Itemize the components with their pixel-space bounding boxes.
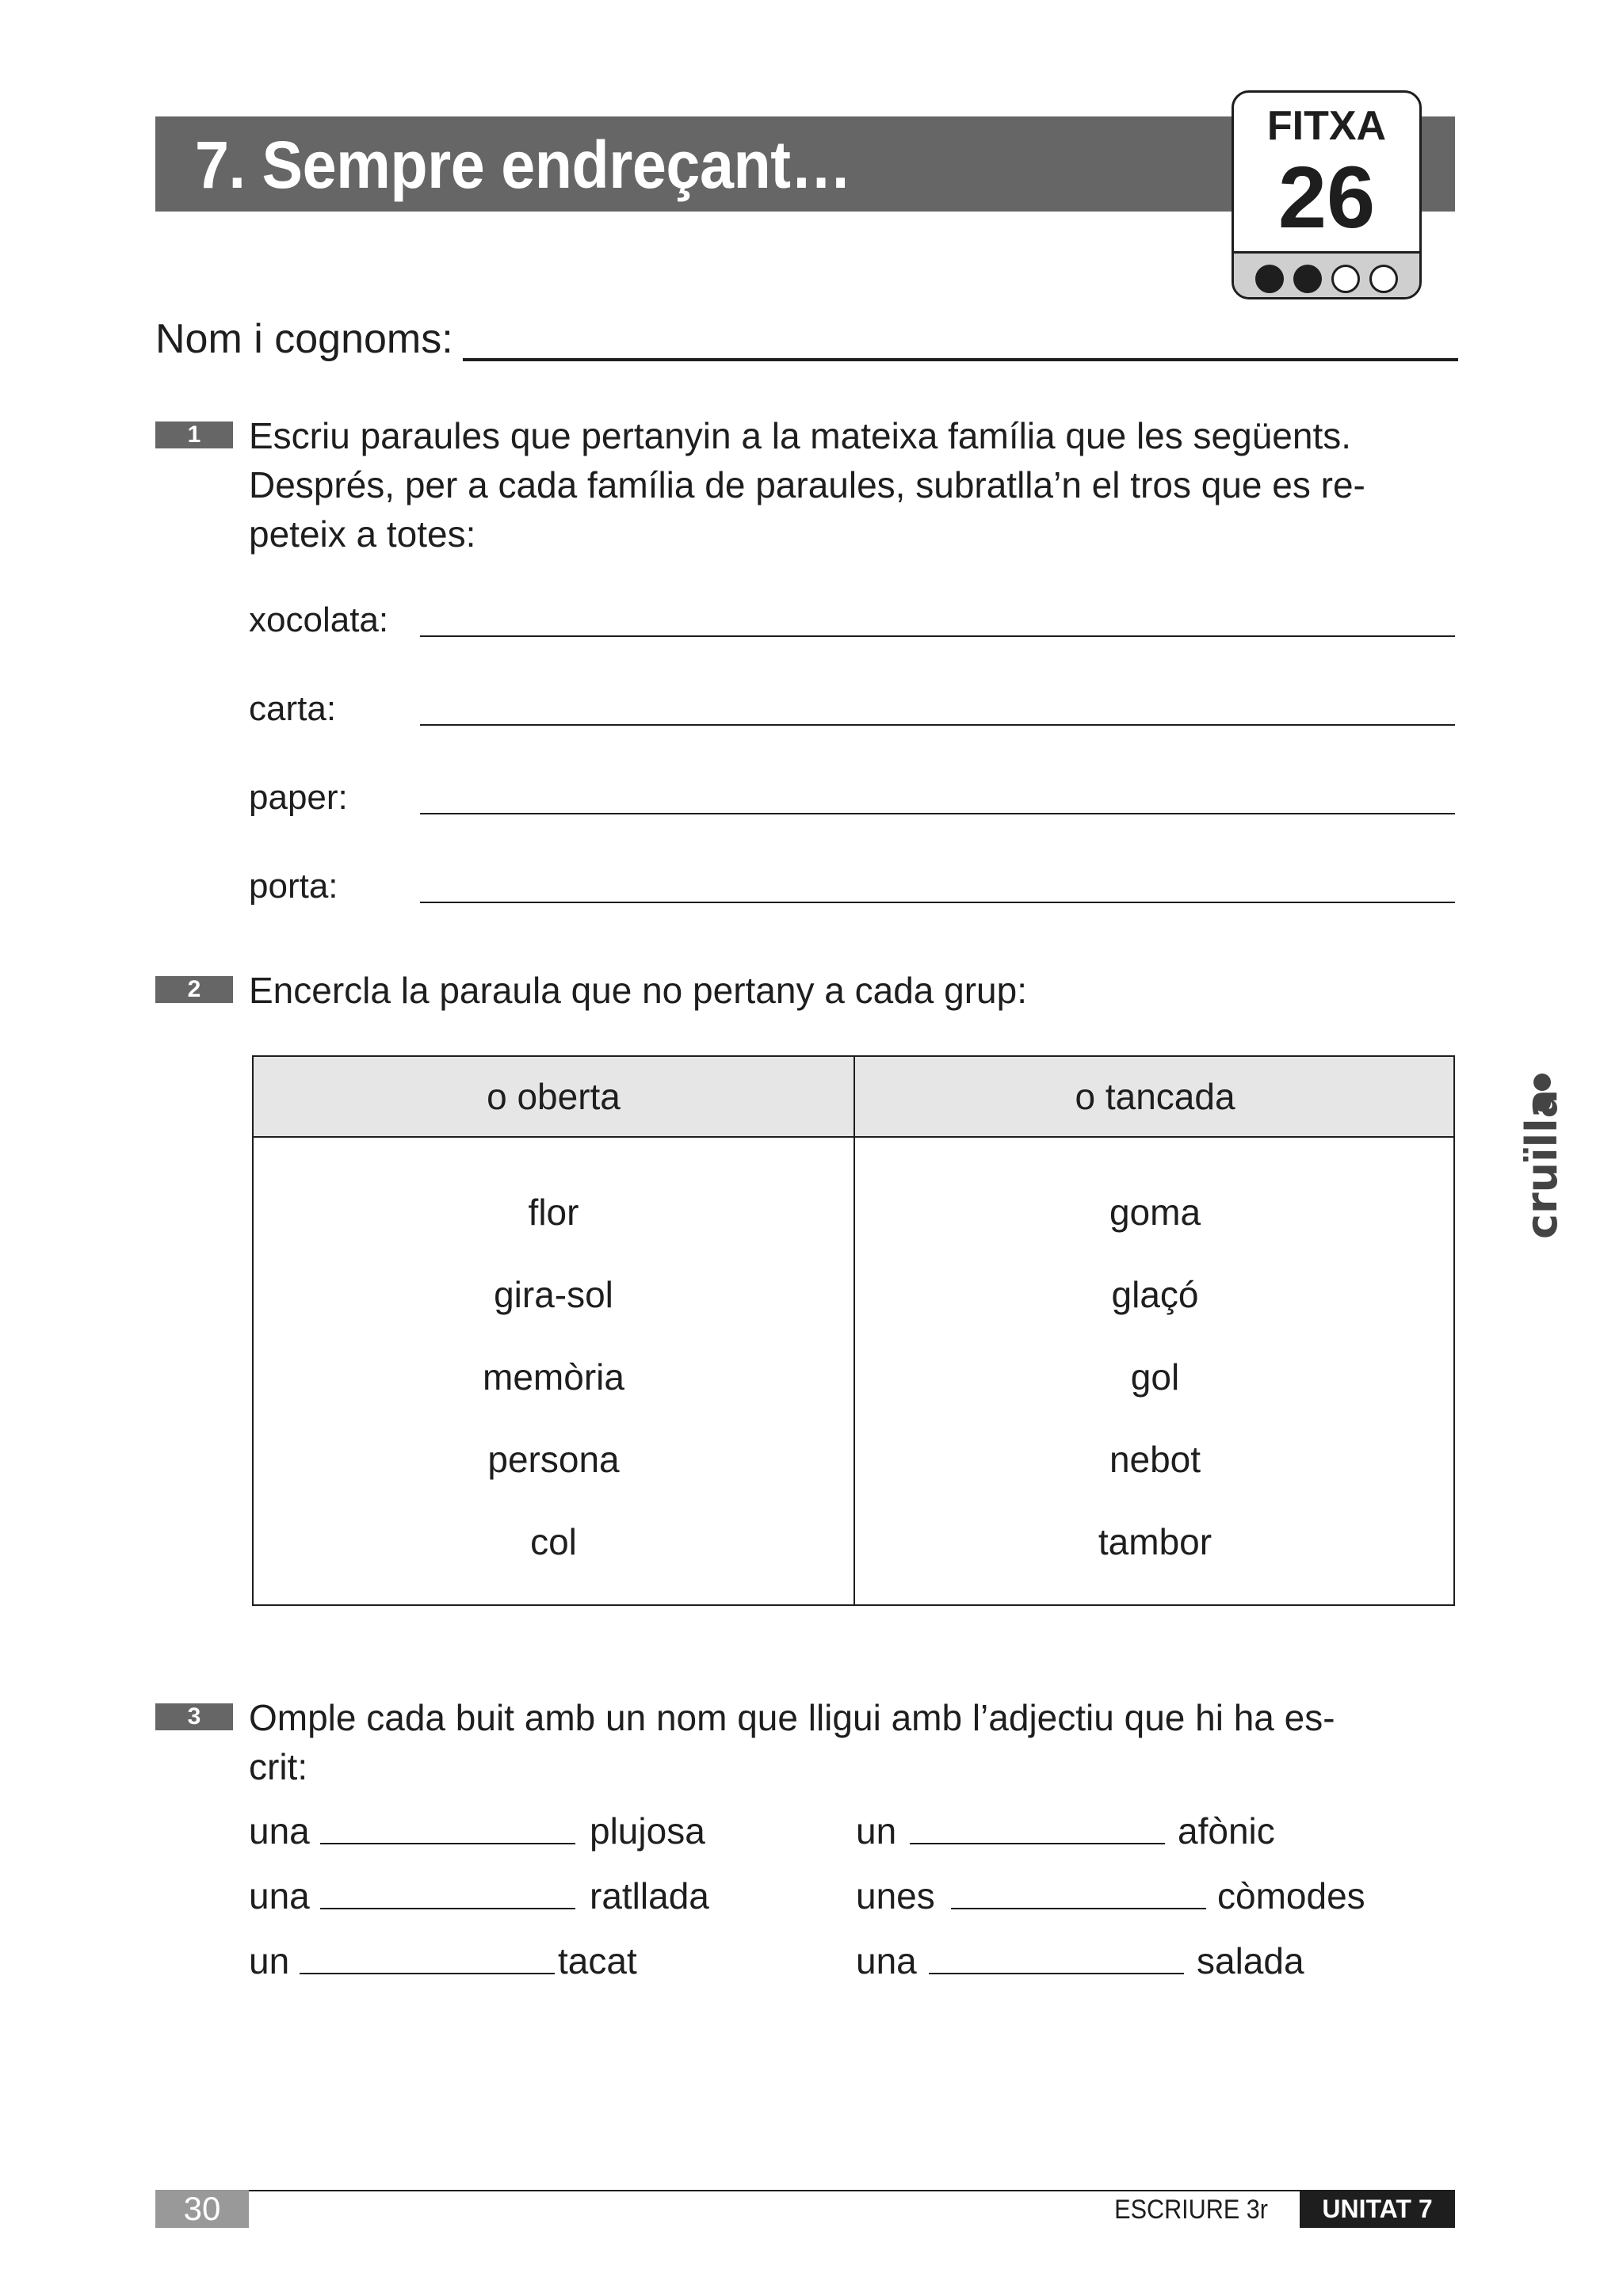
fill-adjective: salada bbox=[1197, 1940, 1304, 1981]
word-label-paper: paper: bbox=[249, 778, 348, 817]
page-title: 7. Sempre endreçant… bbox=[195, 128, 852, 202]
answer-line[interactable] bbox=[420, 902, 1455, 903]
table-word[interactable]: gol bbox=[1130, 1356, 1180, 1398]
table-word[interactable]: glaçó bbox=[1111, 1274, 1199, 1315]
word-label-porta: porta: bbox=[249, 867, 338, 906]
answer-line[interactable] bbox=[420, 813, 1455, 814]
cruilla-logo bbox=[1506, 1071, 1577, 1245]
book-title: ESCRIURE 3r bbox=[1114, 2195, 1268, 2225]
exercise-3-number: 3 bbox=[155, 1703, 233, 1730]
name-label: Nom i cognoms: bbox=[155, 316, 453, 362]
table-word[interactable]: col bbox=[530, 1521, 577, 1562]
instruction-line: Després, per a cada família de paraules, subratlla’n el tros que es re- bbox=[249, 464, 1365, 505]
fill-article: una bbox=[249, 1875, 310, 1917]
name-input-line[interactable] bbox=[463, 358, 1458, 361]
instruction-line: crit: bbox=[249, 1746, 308, 1787]
table-word[interactable]: goma bbox=[1109, 1192, 1201, 1233]
exercise-2-instruction: Encercla la paraula que no pertany a cada grup: bbox=[249, 970, 1027, 1011]
exercise-2-number: 2 bbox=[155, 976, 233, 1003]
exercise-1-number: 1 bbox=[155, 421, 233, 448]
instruction-line: peteix a totes: bbox=[249, 513, 476, 555]
fill-blank[interactable] bbox=[320, 1908, 575, 1909]
difficulty-dot-filled bbox=[1255, 265, 1284, 293]
page-number: 30 bbox=[155, 2190, 249, 2228]
column-header-o-tancada: o tancada bbox=[1075, 1076, 1235, 1117]
fill-blank[interactable] bbox=[929, 1973, 1184, 1974]
fill-article: una bbox=[249, 1810, 310, 1852]
fitxa-number: 26 bbox=[1277, 149, 1376, 246]
word-label-carta: carta: bbox=[249, 689, 337, 728]
table-word[interactable]: memòria bbox=[483, 1356, 624, 1398]
instruction-line: Omple cada buit amb un nom que lligui amb l’adjectiu que hi ha es- bbox=[249, 1697, 1335, 1738]
fill-blank[interactable] bbox=[300, 1973, 555, 1974]
answer-line[interactable] bbox=[420, 635, 1455, 637]
table-word[interactable]: tambor bbox=[1098, 1521, 1212, 1562]
fill-article: un bbox=[249, 1940, 290, 1981]
difficulty-indicator bbox=[1234, 251, 1419, 299]
fill-blank[interactable] bbox=[910, 1843, 1165, 1844]
fill-adjective: tacat bbox=[558, 1940, 637, 1981]
table-word[interactable]: flor bbox=[528, 1192, 579, 1233]
sort-table bbox=[252, 1055, 1455, 1606]
fitxa-badge bbox=[1232, 90, 1422, 299]
exercise-1-instruction bbox=[249, 411, 1365, 559]
exercise-3-instruction bbox=[249, 1693, 1335, 1791]
column-header-o-oberta: o oberta bbox=[487, 1076, 621, 1117]
fill-adjective: afònic bbox=[1178, 1810, 1275, 1852]
table-word[interactable]: nebot bbox=[1109, 1439, 1201, 1480]
instruction-line: Escriu paraules que pertanyin a la mateixa família que les següents. bbox=[249, 415, 1352, 456]
fill-adjective: ratllada bbox=[590, 1875, 709, 1917]
difficulty-dot-empty bbox=[1331, 265, 1360, 293]
word-label-xocolata: xocolata: bbox=[249, 601, 389, 639]
fill-article: unes bbox=[856, 1875, 935, 1917]
fill-article: un bbox=[856, 1810, 897, 1852]
difficulty-dot-filled bbox=[1293, 265, 1322, 293]
table-word[interactable]: gira-sol bbox=[494, 1274, 613, 1315]
fill-adjective: plujosa bbox=[590, 1810, 705, 1852]
table-word[interactable]: persona bbox=[487, 1439, 620, 1480]
fill-adjective: còmodes bbox=[1217, 1875, 1365, 1917]
unit-label: UNITAT 7 bbox=[1300, 2190, 1455, 2228]
difficulty-dot-empty bbox=[1369, 265, 1398, 293]
fill-blank[interactable] bbox=[320, 1843, 575, 1844]
logo-text: cruïlla bbox=[1517, 1089, 1567, 1239]
fill-blank[interactable] bbox=[951, 1908, 1206, 1909]
fill-article: una bbox=[856, 1940, 917, 1981]
fitxa-label: FITXA bbox=[1266, 103, 1387, 149]
logo-dot bbox=[1533, 1074, 1551, 1091]
answer-line[interactable] bbox=[420, 724, 1455, 726]
